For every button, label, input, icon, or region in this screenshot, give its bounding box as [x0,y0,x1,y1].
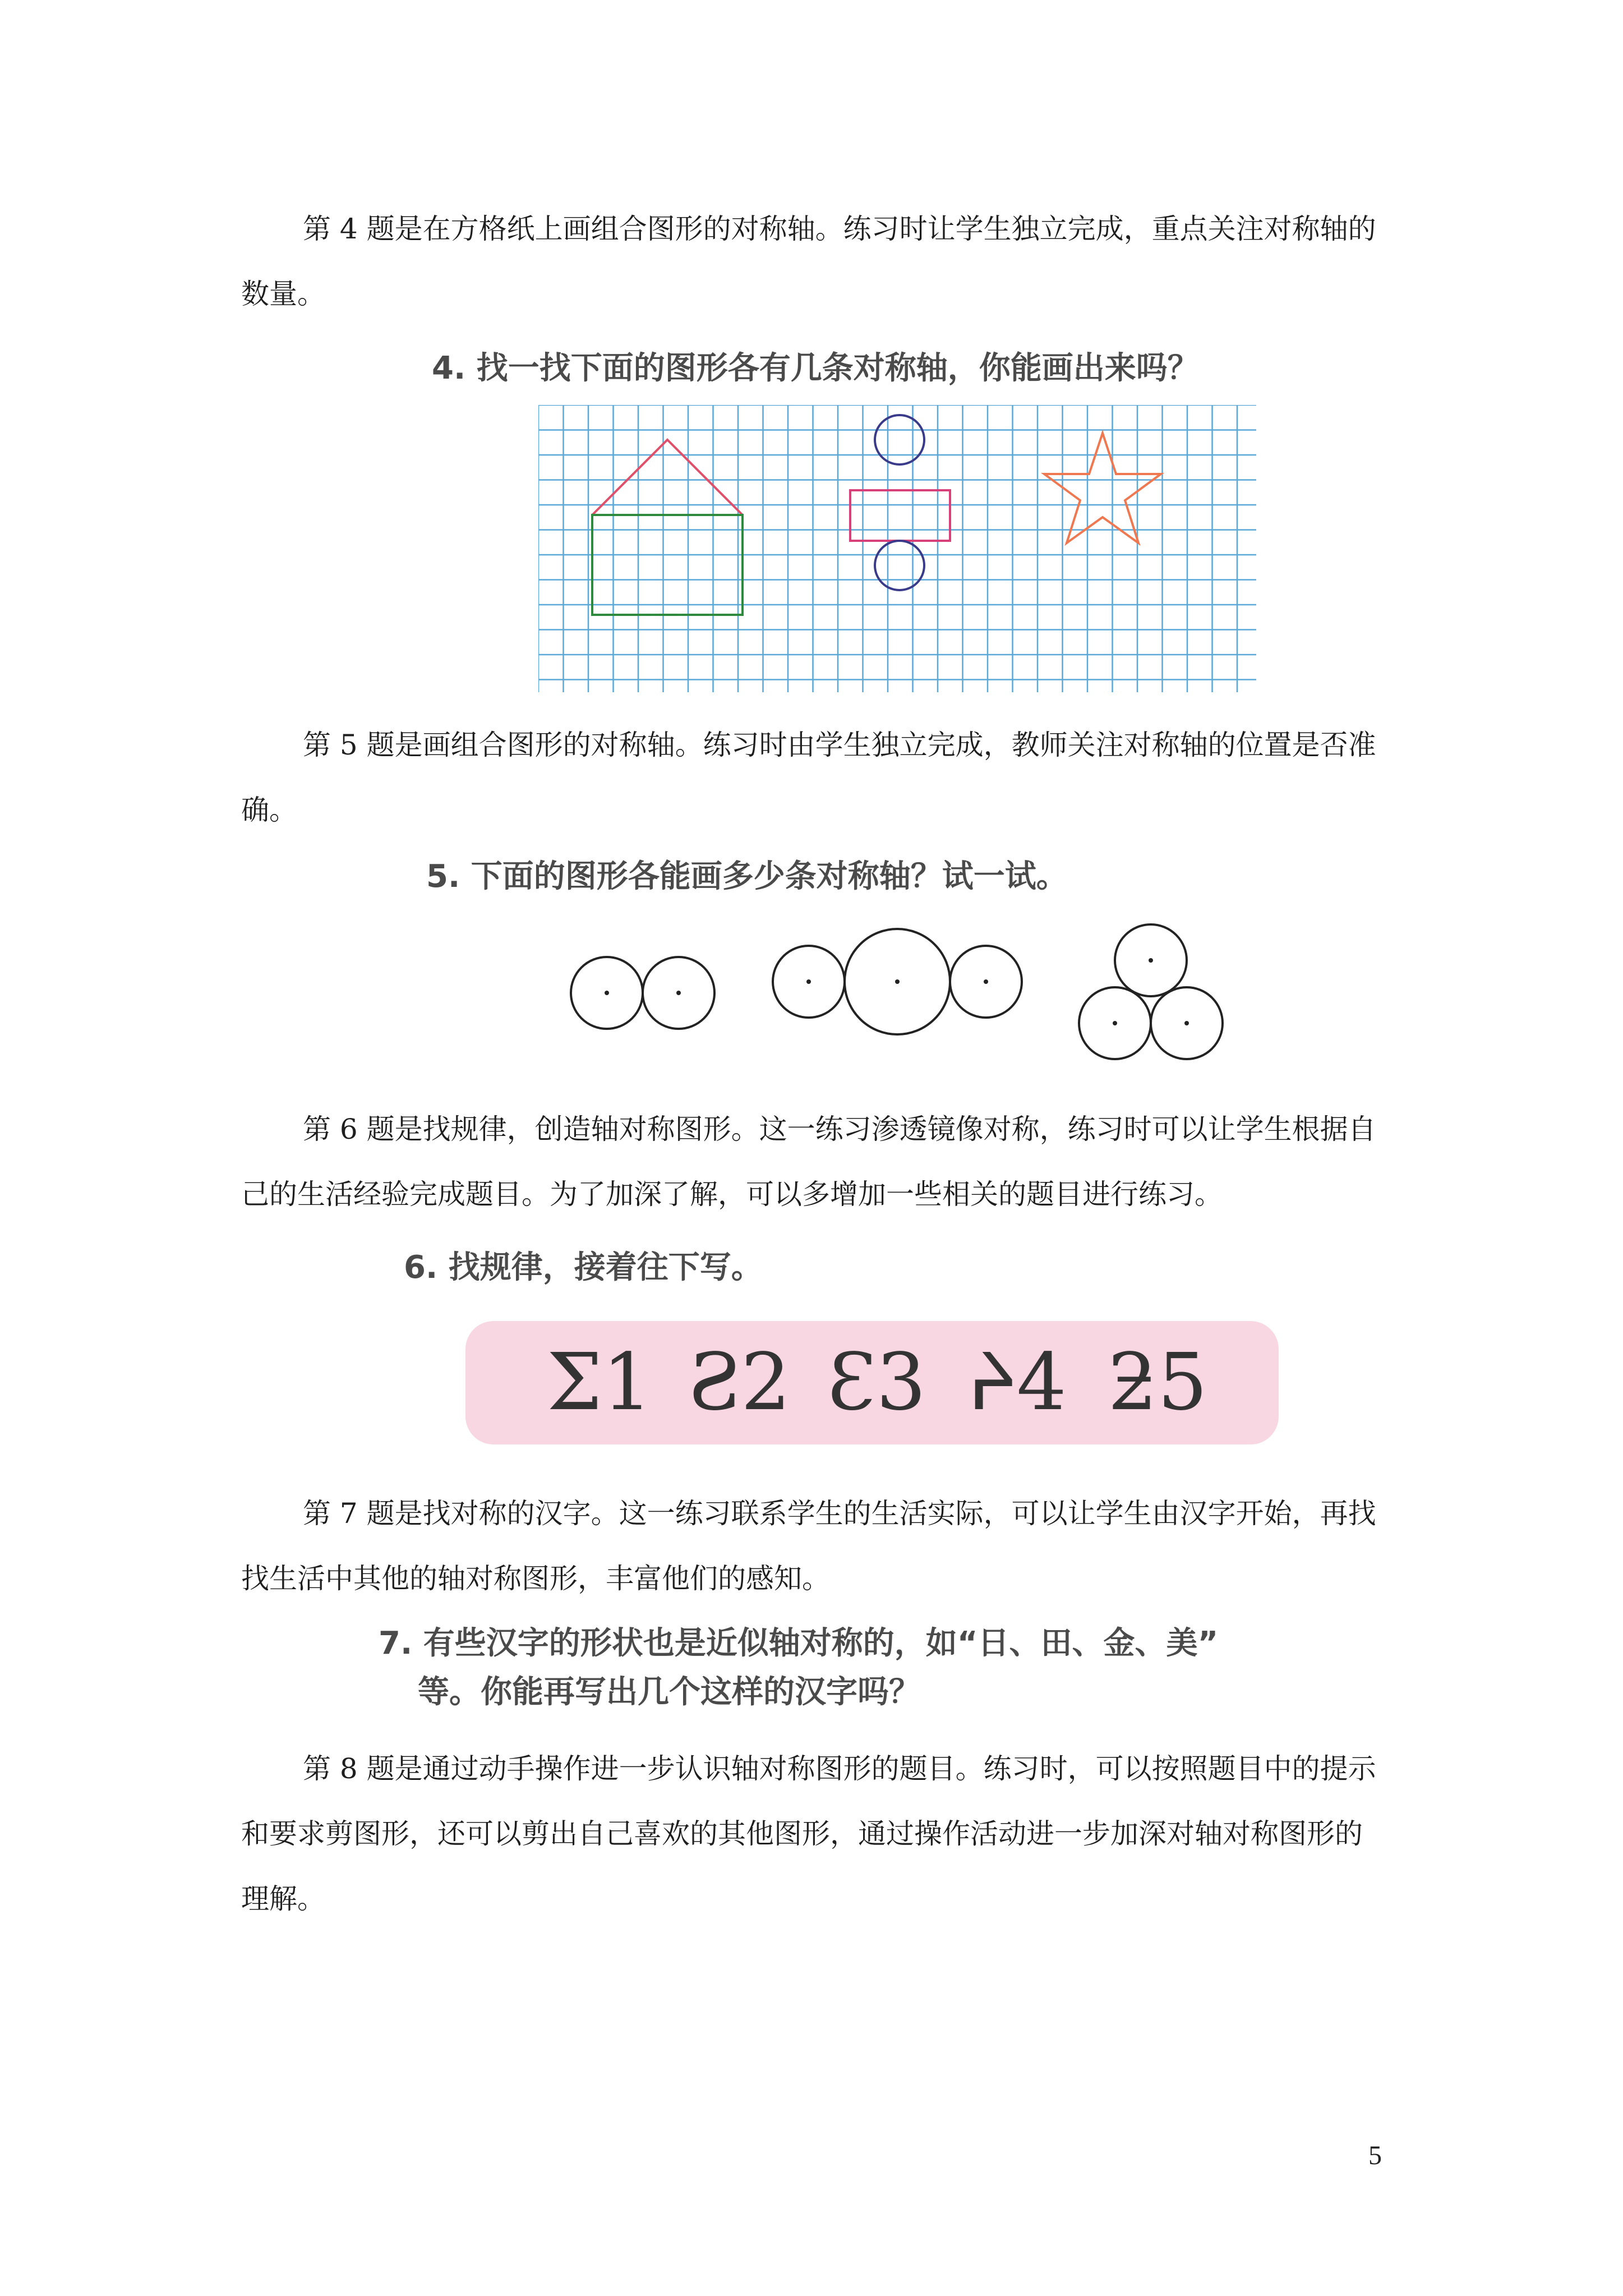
paragraph-task7-note: 第 7 题是找对称的汉字。这一练习联系学生的生活实际，可以让学生由汉字开始，再找找生活中其他的轴对称图形，丰富他们的感知。 [241,1497,1376,1595]
paragraph-task8-note: 第 8 题是通过动手操作进一步认识轴对称图形的题目。练习时，可以按照题目中的提示和要求剪图形，还可以剪出自己喜欢的其他图形，通过操作活动进一步加深对轴对称图形的理解。 [241,1752,1376,1915]
task4-grid-figure [538,405,1256,692]
task7-heading-line1: 7. 有些汉字的形状也是近似轴对称的，如“日、田、金、美” [379,1625,1219,1662]
pattern-glyph-4: ᔨ4 [967,1337,1067,1428]
center-dot [1149,958,1153,963]
center-dot [676,991,681,995]
center-dot [1184,1021,1189,1025]
paragraph-task5-note: 第 5 题是画组合图形的对称轴。练习时由学生独立完成，教师关注对称轴的位置是否准确。 [241,729,1376,826]
paragraph-task4-note: 第 4 题是在方格纸上画组合图形的对称轴。练习时让学生独立完成，重点关注对称轴的数量。 [241,213,1376,310]
top-circle [875,415,924,464]
center-dot [605,991,609,995]
center-dot [895,979,900,984]
middle-rectangle [850,490,950,541]
pattern-glyph-1: Ʃ1 [547,1337,653,1428]
center-dot [806,979,811,984]
bottom-circle [875,541,924,590]
pattern-glyph-2: Ƨ2 [687,1337,791,1428]
paragraph-task6-note: 第 6 题是找规律，创造轴对称图形。这一练习渗透镜像对称，练习时可以让学生根据自己的生活经验完成题目。为了加深了解，可以多增加一些相关的题目进行练习。 [241,1113,1376,1211]
pattern-glyph-5: ƻ5 [1108,1337,1208,1428]
center-dot [984,979,988,984]
house-roof [592,440,743,515]
task4-heading: 4. 找一找下面的图形各有几条对称轴，你能画出来吗？ [432,350,1199,386]
pattern-glyph-3: Ɛ3 [827,1337,926,1428]
task5-circles-figure [561,920,1245,1066]
center-dot [1113,1021,1117,1025]
star-shape [1044,433,1161,543]
grid-lines [538,405,1256,692]
task6-heading: 6. 找规律，接着往下写。 [404,1249,763,1286]
task5-heading: 5. 下面的图形各能画多少条对称轴？试一试。 [426,858,1068,895]
page-number: 5 [1368,2141,1382,2170]
task7-heading-line2: 等。你能再写出几个这样的汉字吗？ [418,1674,920,1710]
